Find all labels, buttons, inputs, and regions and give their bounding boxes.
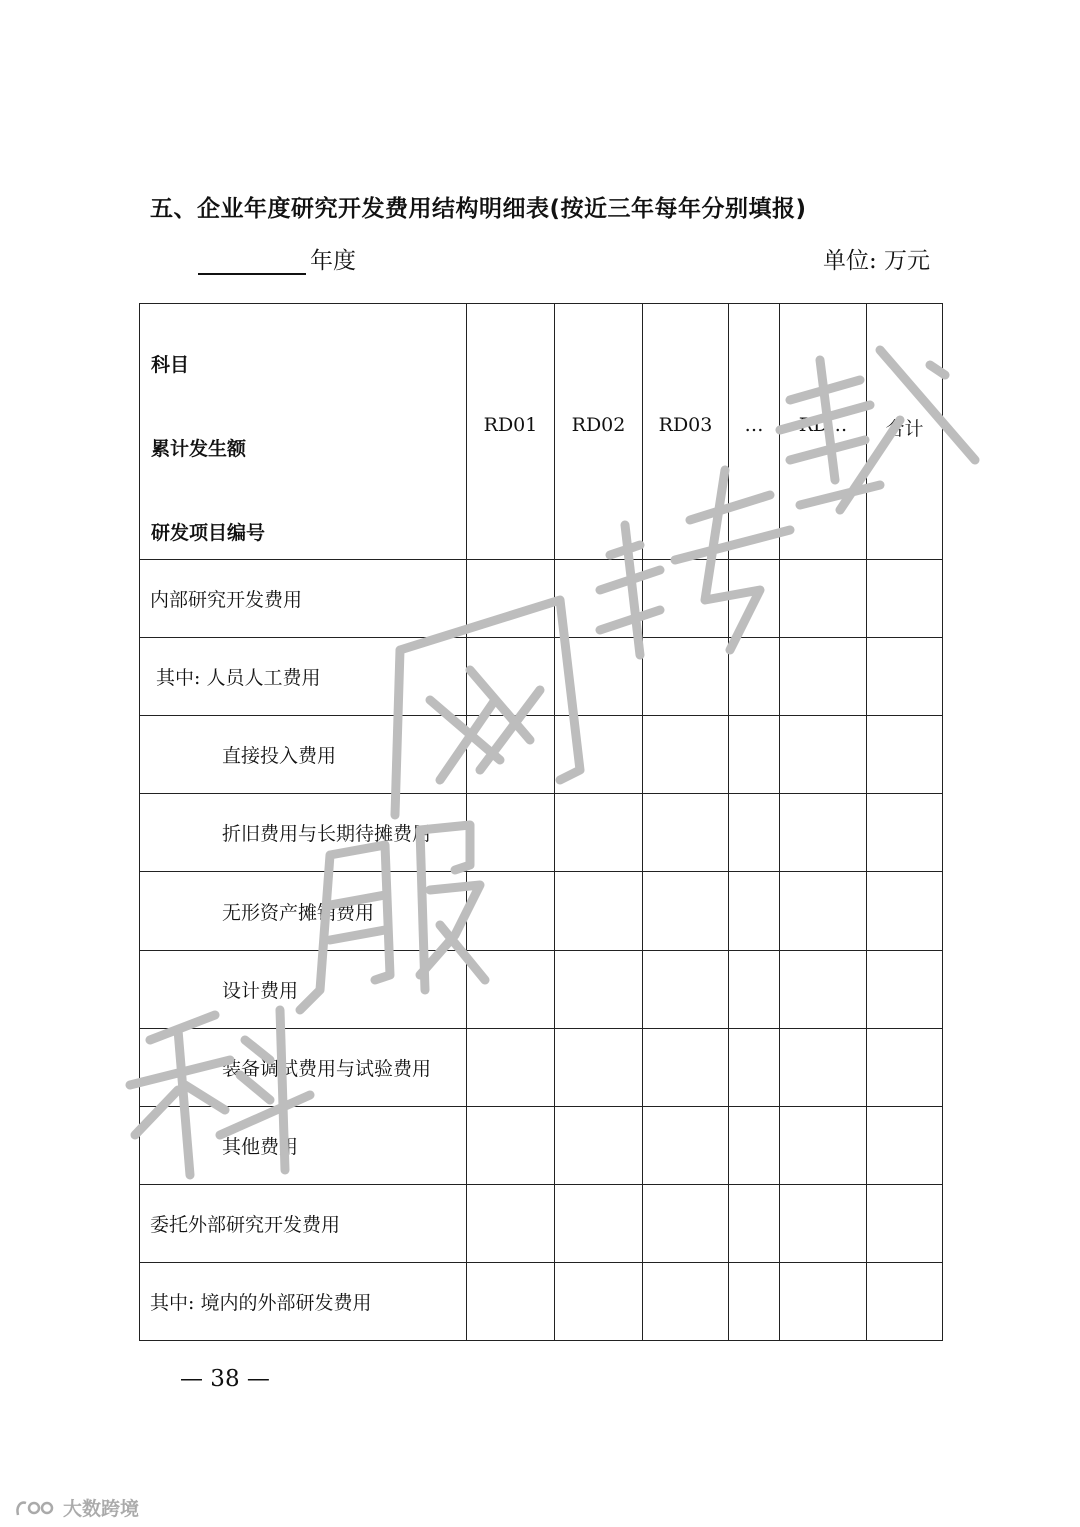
value-cell[interactable] [867, 950, 943, 1028]
value-cell[interactable] [555, 1262, 643, 1340]
row-label: 直接投入费用 [140, 716, 467, 794]
value-cell[interactable] [643, 950, 729, 1028]
value-cell[interactable] [555, 872, 643, 950]
value-cell[interactable] [643, 638, 729, 716]
value-cell[interactable] [467, 1262, 555, 1340]
value-cell[interactable] [867, 794, 943, 872]
value-cell[interactable] [780, 1028, 867, 1106]
table-row [140, 560, 943, 638]
value-cell[interactable] [555, 950, 643, 1028]
value-cell[interactable] [729, 794, 780, 872]
value-cell[interactable] [780, 950, 867, 1028]
value-cell[interactable] [467, 872, 555, 950]
value-cell[interactable] [643, 560, 729, 638]
table-row [140, 1184, 943, 1262]
year-line [198, 242, 356, 275]
row-label: 折旧费用与长期待摊费用 [140, 794, 467, 872]
value-cell[interactable] [643, 716, 729, 794]
value-cell[interactable] [867, 1184, 943, 1262]
value-cell[interactable] [555, 1106, 643, 1184]
value-cell[interactable] [643, 1106, 729, 1184]
value-cell[interactable] [467, 794, 555, 872]
row-label: 装备调试费用与试验费用 [140, 1028, 467, 1106]
value-cell[interactable] [467, 560, 555, 638]
row-label: 其他费用 [140, 1106, 467, 1184]
column-header: RD03 [643, 304, 729, 560]
table-row [140, 950, 943, 1028]
value-cell[interactable] [643, 1028, 729, 1106]
row-label: 其中: 境内的外部研发费用 [140, 1262, 467, 1340]
value-cell[interactable] [867, 638, 943, 716]
row-label: 委托外部研究开发费用 [140, 1184, 467, 1262]
year-blank-field[interactable] [198, 247, 306, 275]
value-cell[interactable] [729, 1106, 780, 1184]
brand-logo [14, 1494, 139, 1521]
value-cell[interactable] [780, 1106, 867, 1184]
value-cell[interactable] [780, 1262, 867, 1340]
value-cell[interactable] [780, 716, 867, 794]
value-cell[interactable] [867, 1262, 943, 1340]
value-cell[interactable] [467, 638, 555, 716]
value-cell[interactable] [729, 872, 780, 950]
value-cell[interactable] [729, 1184, 780, 1262]
table-row [140, 872, 943, 950]
table-row [140, 638, 943, 716]
value-cell[interactable] [467, 1028, 555, 1106]
page-title: 五、企业年度研究开发费用结构明细表(按近三年每年分别填报) [150, 196, 807, 222]
logo-icon [14, 1497, 58, 1519]
value-cell[interactable] [729, 638, 780, 716]
value-cell[interactable] [555, 638, 643, 716]
column-header: RD01 [467, 304, 555, 560]
value-cell[interactable] [867, 1028, 943, 1106]
unit-label: 单位: 万元 [822, 248, 930, 274]
row-label: 内部研究开发费用 [140, 560, 467, 638]
value-cell[interactable] [467, 716, 555, 794]
value-cell[interactable] [729, 1028, 780, 1106]
value-cell[interactable] [643, 1184, 729, 1262]
header-diagonal-cell [140, 304, 467, 560]
value-cell[interactable] [643, 872, 729, 950]
value-cell[interactable] [729, 716, 780, 794]
value-cell[interactable] [729, 1262, 780, 1340]
value-cell[interactable] [867, 560, 943, 638]
page-number: — 38 — [180, 1366, 270, 1392]
column-header-total: 合计 [867, 304, 943, 560]
value-cell[interactable] [729, 560, 780, 638]
value-cell[interactable] [780, 560, 867, 638]
value-cell[interactable] [555, 794, 643, 872]
value-cell[interactable] [780, 794, 867, 872]
value-cell[interactable] [555, 716, 643, 794]
header-amount-label: 累计发生额 [151, 438, 247, 460]
table-row [140, 794, 943, 872]
row-label: 设计费用 [140, 950, 467, 1028]
logo-text: 大数跨境 [63, 1498, 140, 1520]
table-row [140, 716, 943, 794]
value-cell[interactable] [780, 638, 867, 716]
table-row [140, 1262, 943, 1340]
rd-expense-table [139, 303, 943, 1341]
value-cell[interactable] [780, 1184, 867, 1262]
value-cell[interactable] [643, 794, 729, 872]
value-cell[interactable] [867, 716, 943, 794]
row-label: 其中: 人员人工费用 [140, 638, 467, 716]
row-label: 无形资产摊销费用 [140, 872, 467, 950]
value-cell[interactable] [555, 560, 643, 638]
value-cell[interactable] [867, 1106, 943, 1184]
column-header: RD02 [555, 304, 643, 560]
table-header-row [140, 304, 943, 560]
column-header: … [729, 304, 780, 560]
value-cell[interactable] [555, 1028, 643, 1106]
value-cell[interactable] [467, 1106, 555, 1184]
value-cell[interactable] [729, 950, 780, 1028]
table-row [140, 1106, 943, 1184]
value-cell[interactable] [643, 1262, 729, 1340]
table-row [140, 1028, 943, 1106]
value-cell[interactable] [555, 1184, 643, 1262]
value-cell[interactable] [780, 872, 867, 950]
value-cell[interactable] [467, 1184, 555, 1262]
column-header: RD… [780, 304, 867, 560]
header-project-code-label: 研发项目编号 [151, 522, 266, 544]
header-subject-label: 科目 [151, 354, 190, 376]
year-label: 年度 [310, 248, 356, 274]
value-cell[interactable] [867, 872, 943, 950]
value-cell[interactable] [467, 950, 555, 1028]
